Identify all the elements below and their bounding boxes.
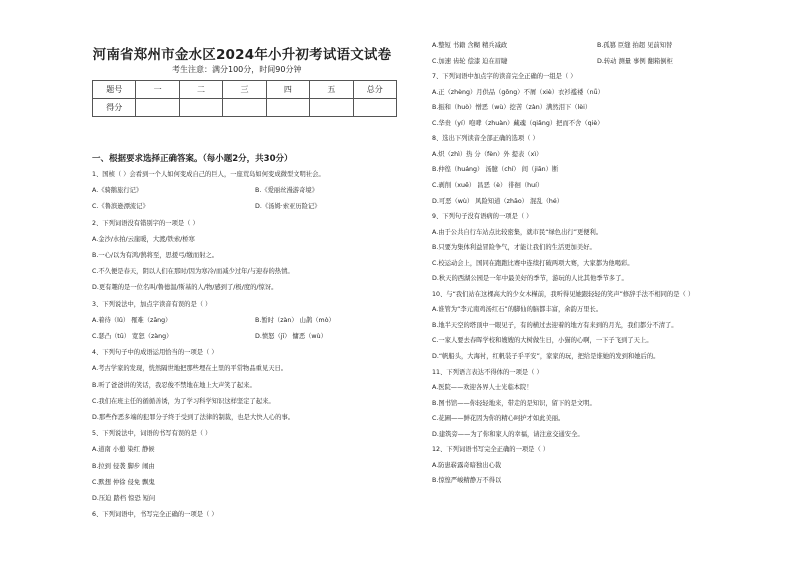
choice-line: B.孤篡 臣缝 拍超 见前知替 xyxy=(597,42,673,49)
choice-line: D.转动 测量 事例 翻箱倒柜 xyxy=(597,57,673,65)
question-line: A.谁管为“李元南鸡汤红石”的脚仙的脑都丰富，余韵万里长。 xyxy=(432,306,603,314)
question-line: A.由于公共自行车站点比较密集，就市民“绿色出行”更便利。 xyxy=(432,228,603,236)
score-table xyxy=(92,80,397,117)
question-line: B.拉到 侵袭 脚步 闹由 xyxy=(92,462,155,470)
choice-line: B.暂时（zàn） 山鹊（mò） xyxy=(255,316,335,324)
question-line: 12、下列词语书写完全正确的一项是（ ） xyxy=(432,446,550,454)
question-line: B.地半天空的塔顶中一眼见子，有的横过去迎着的地方有来到的月光，我们都分不清了。 xyxy=(432,321,678,329)
score-cell xyxy=(266,99,309,117)
choice-line: B.《爱丽丝漫游奇境》 xyxy=(255,187,318,195)
score-cell xyxy=(136,99,179,117)
question-line: C.一家人要去春晖学校和嫂嫂的大树做生日，小猫的心啊，一下子飞到了天上。 xyxy=(432,337,653,345)
question-line: C.剥削（xuē） 昌恶（è） 徘徊（huí） xyxy=(432,181,544,189)
question-line: 6、下列词语中，书写完全正确的一项是（ ） xyxy=(92,511,218,519)
question-line: C.华贵（yí）咆哮（zhuàn）藏魂（qiǎng）把而不舍（qiè） xyxy=(432,119,604,127)
question-line: A.整短 书籍 含糊 精兵减政 xyxy=(432,42,508,49)
question-line: 3、下列说法中，加点字读音有误的是（ ） xyxy=(92,300,212,308)
score-value-row xyxy=(93,99,397,117)
question-line: A.《骑鹅旅行记》 xyxy=(92,187,143,195)
question-line: A.炽（zhì）热 分（fèn）外 提表（xì） xyxy=(432,150,543,158)
question-line: C.默想 仲徐 侵免 飘鬼 xyxy=(92,478,155,486)
question-line: A.正（zhèng）月供品（gōng）不屑（xiè）衣衫褴褛（nǚ） xyxy=(432,88,604,96)
question-line: A.金沙/水拍/云崖暖，大渡/铁索/桥寒 xyxy=(92,235,195,243)
section-heading: 一、根据要求选择正确答案。（每小题2分，共30分） xyxy=(92,154,293,164)
choice-line: D.《汤姆·索亚历险记》 xyxy=(255,203,321,211)
score-header-row xyxy=(93,81,397,99)
question-line: B.图书馆——你轻轻地来，带走的是知识，留下的是文明。 xyxy=(432,399,596,407)
question-line: 11、下列语言表达不得体的一项是（ ） xyxy=(432,368,543,376)
question-line: D.压迫 踏档 惊恐 短问 xyxy=(92,495,156,502)
question-line: A.医院——欢迎各界人士光临本院！ xyxy=(432,384,533,392)
question-line: B.一心/以为有鸿/鹄将至，思援弓/缴而射之。 xyxy=(92,252,219,259)
question-line: 5、下列说法中，词语的书写有误的是（ ） xyxy=(92,430,212,438)
score-cell: 一 xyxy=(136,81,179,99)
question-line: C.瑟凸（tū） 宽恕（zàng） xyxy=(92,333,173,340)
question-line: 4、下列句子中的成语运用恰当的一项是（ ） xyxy=(92,349,218,357)
question-line: B.仲徨（huáng） 汤臆（chí） 间（jiān）断 xyxy=(432,166,559,174)
question-line: B.振和（huò）憎恶（wù）挖苦（zàn）满然泪下（lèi） xyxy=(432,104,592,112)
question-line: 1、国桢（ ）会看到一个人如何变成自己的巨人，一座荒岛如何变成微型文明社会。 xyxy=(92,171,325,178)
score-cell: 二 xyxy=(179,81,222,99)
question-line: B.只要为集体利益冒险争气，才能让我们的生活更加美好。 xyxy=(432,244,596,252)
score-cell xyxy=(353,99,396,117)
exam-notice: 考生注意：满分100分，时间90分钟 xyxy=(172,65,302,74)
question-line: C.我们在班主任的循循善诱，为了学习科学知识这样坚定了起来。 xyxy=(92,397,275,405)
question-line: C.《鲁滨逊漂流记》 xyxy=(92,203,149,211)
question-line: 10、与“我们站在这棵高大的少女木槿前，我听得见她跟轻轻的笑声”修辞手法不相同的是（ ） xyxy=(432,290,695,298)
score-cell xyxy=(310,99,353,117)
question-line: D.秋天的西湖公园是一年中最美好的季节，游玩的人比其他季节多了。 xyxy=(432,275,628,283)
question-line: 7、下列词语中加点字的读音完全正确的一组是（ ） xyxy=(432,73,577,81)
score-cell: 总分 xyxy=(353,81,396,99)
question-line: B.惊惶严峻精静万不得以 xyxy=(432,477,502,485)
score-cell: 题号 xyxy=(93,81,136,99)
question-line: A.道南 小憩 染红 静候 xyxy=(92,446,155,454)
score-cell xyxy=(223,99,266,117)
question-line: C.不久便是春天，阴以人们在那时/因为寒冷/而减少过年/与迎春的热情。 xyxy=(92,268,294,276)
question-line: D.那些作恶多端的犯罪分子终于受到了法律的制裁，也是大快人心的事。 xyxy=(92,414,295,421)
question-line: 9、下列句子没有语病的一项是（ ） xyxy=(432,213,533,221)
score-cell xyxy=(179,99,222,117)
question-line: A.考古学家的发现，恍然隔世地把那些埋在土里的平常物品重见天日。 xyxy=(92,365,288,373)
score-cell: 四 xyxy=(266,81,309,99)
exam-title: 河南省郑州市金水区2024年小升初考试语文试卷 xyxy=(92,47,392,63)
score-cell: 三 xyxy=(223,81,266,99)
choice-line: D.愤怒（jī） 慵恶（wù） xyxy=(255,333,327,340)
question-line: D.可恶（wù） 风险知道（zhāo） 混乱（hé） xyxy=(432,197,564,205)
question-line: D.建筑旁——为了你和家人的幸福，请注意交通安全。 xyxy=(432,430,584,438)
question-line: A.着待（lǔ） 罹难（zāng） xyxy=(92,316,172,324)
score-cell: 得分 xyxy=(93,99,136,117)
question-line: C.花圃——鲜花因为你的精心呵护才如此美丽。 xyxy=(432,415,565,423)
score-cell: 五 xyxy=(310,81,353,99)
question-line: A.防患崭露奇暗独出心裁 xyxy=(432,461,502,469)
question-line: B.听了爸爸讲的笑话，我忍俊不禁地在地上大声笑了起来。 xyxy=(92,381,256,389)
question-line: D.“帆船头，大海衬，红帆装子乎平安”，家家的玩，把给是谁她的发到和她后的。 xyxy=(432,353,660,360)
question-line: C.校运动会上，国同在跑跑比赛中连续打破两项大赛，大家都为他喝彩。 xyxy=(432,259,634,267)
question-line: 8、选出下列读音全部正确的选项（ ） xyxy=(432,135,539,143)
question-line: C.加速 齿轮 偿漆 迫在眉睫 xyxy=(432,57,508,65)
question-line: D.更有趣的是一位名叫/鲁德温/斯基的人/物/感到了/极/度的/惊讶。 xyxy=(92,284,278,292)
question-line: 2、下列词语没有错别字的一项是（ ） xyxy=(92,219,199,227)
